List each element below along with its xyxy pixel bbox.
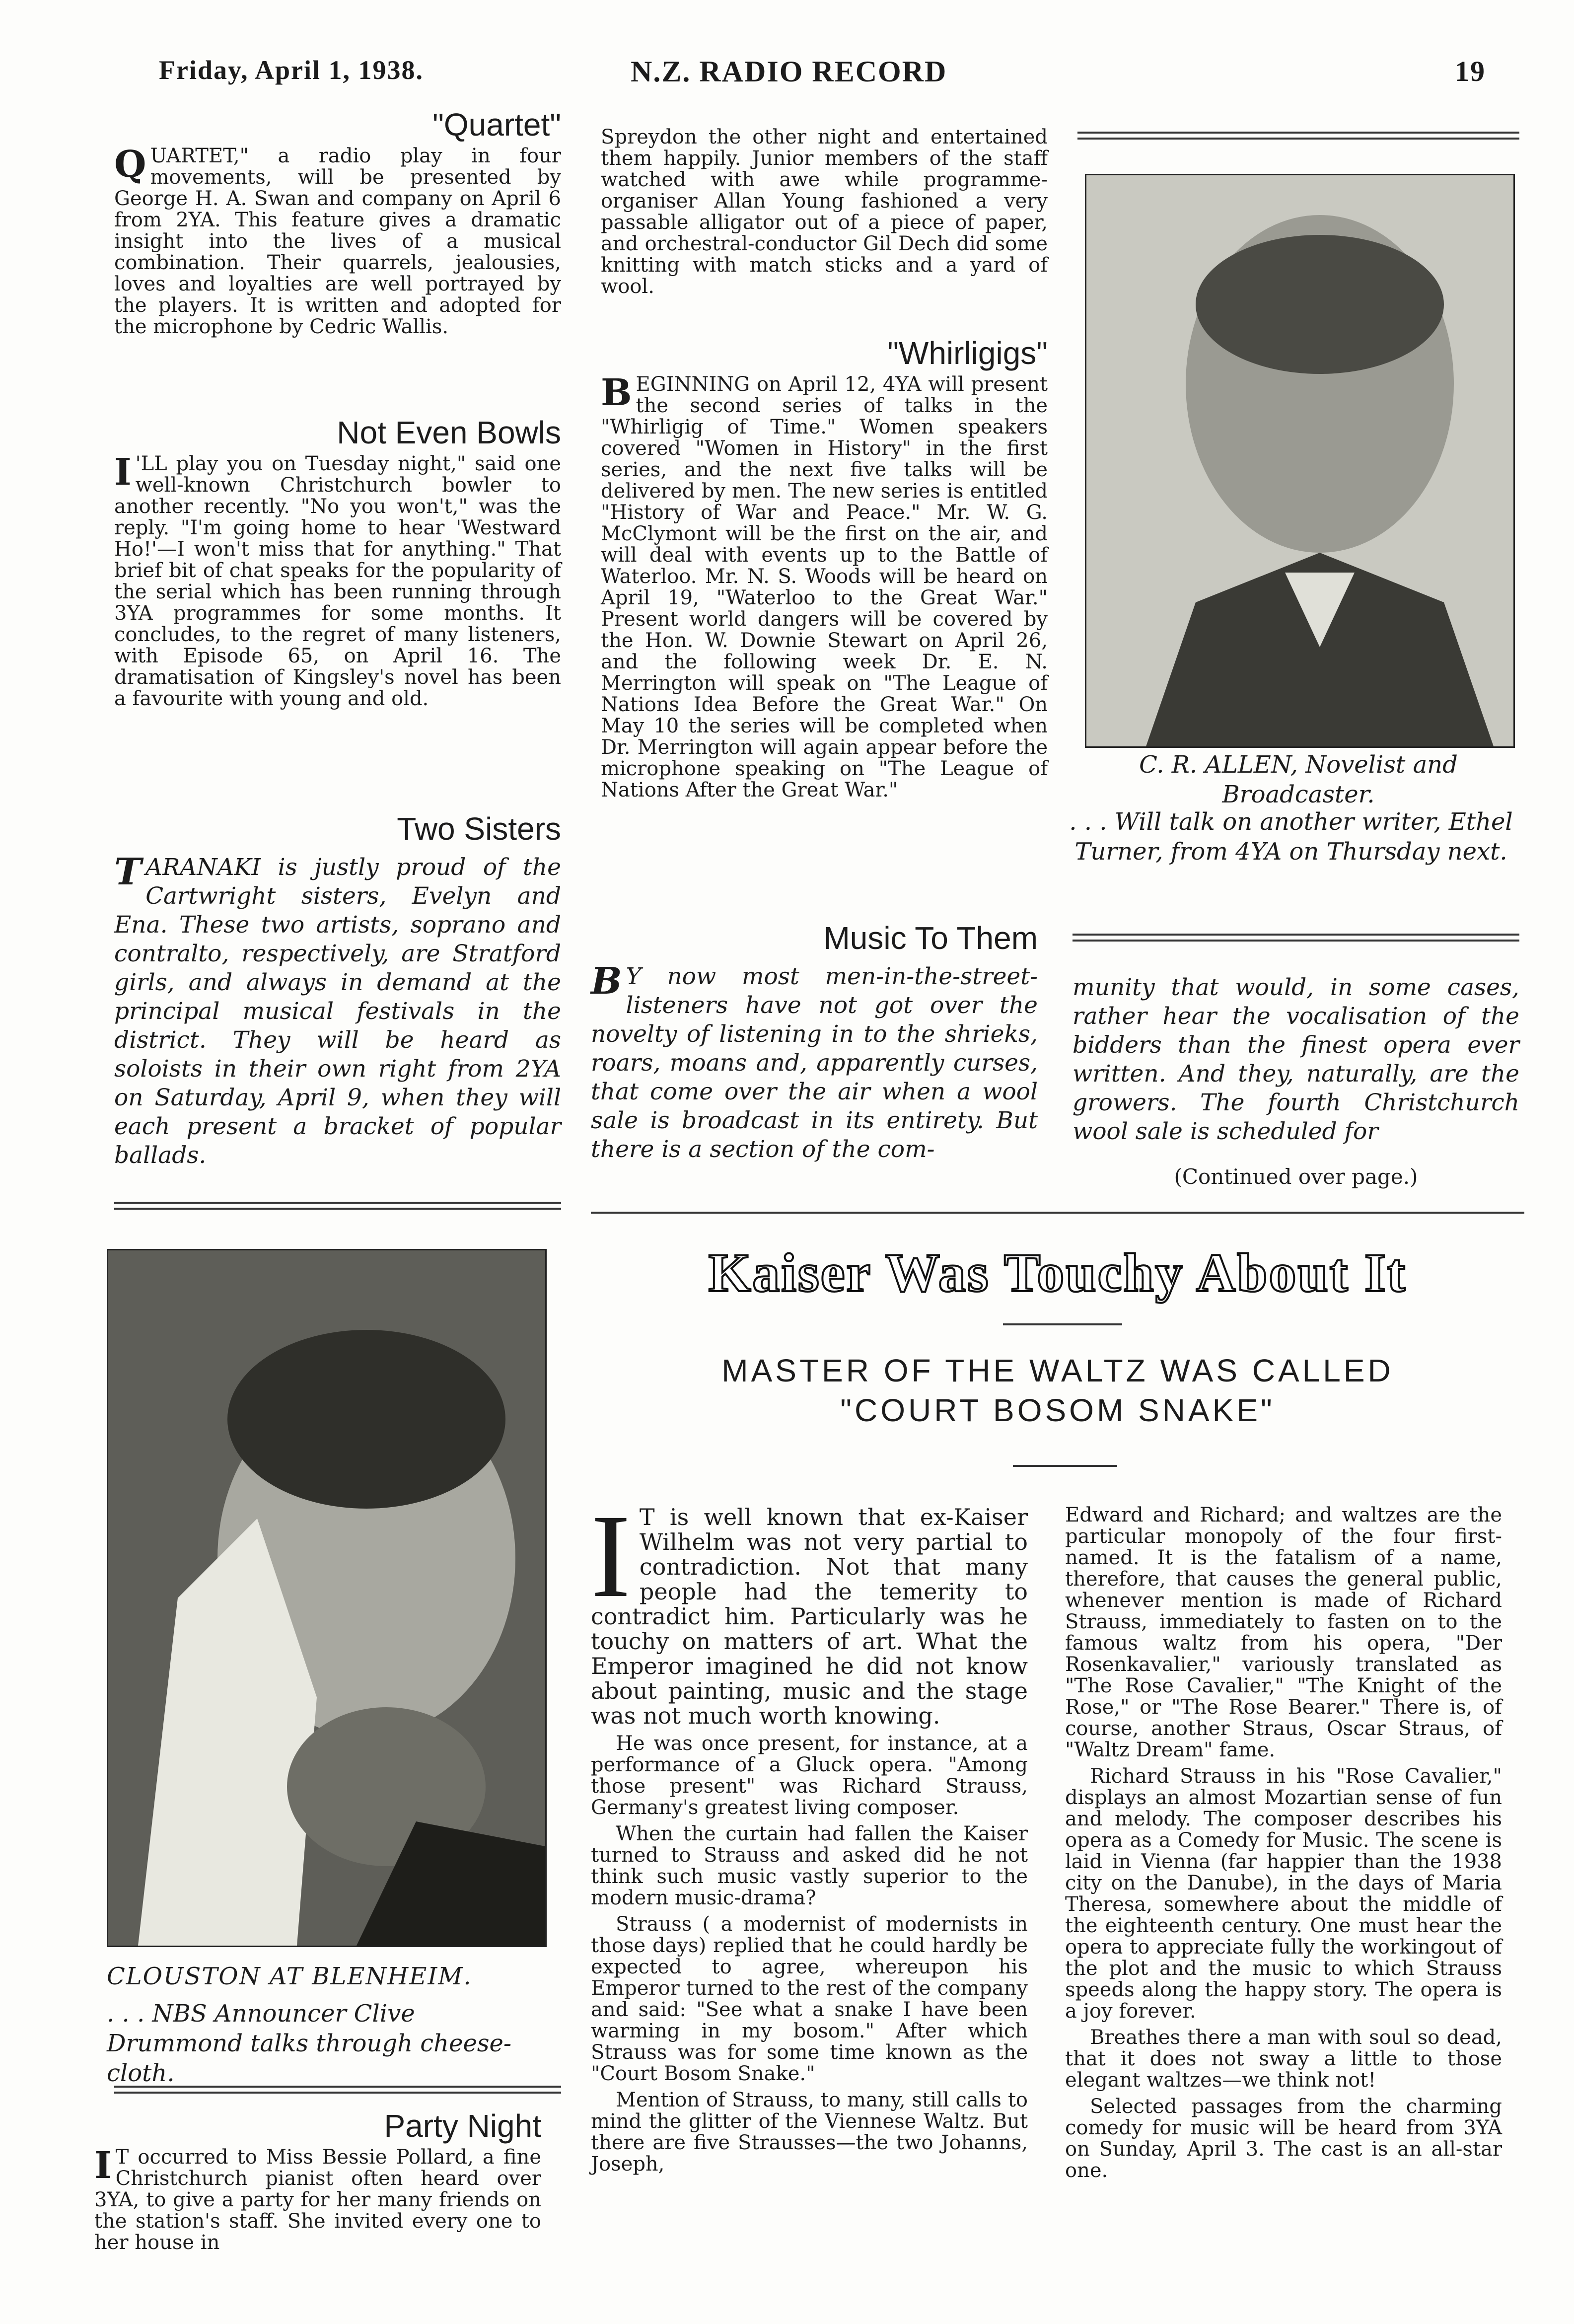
music-heading: Music To Them — [823, 920, 1038, 956]
quartet-body: UARTET," a radio play in four movements, will be presented by George H. A. Swan and company on April 6 from 2YA. This feature gives a dramatic insight into the lives of a musical combination. Their quarrels, jealousies, loves and loyalties are well portrayed by the players. It is written and adopted for the microphone by Cedric Wallis. — [114, 145, 561, 338]
dropcap: T — [114, 851, 142, 893]
dropcap: B — [601, 371, 632, 414]
whirligigs-body: EGINNING on April 12, 4YA will present the second series of talks in the "Whirligig of Time." Women speakers covered "Women in History" in the first series, and the next five talks will be delivered by men. The new series is entitled "History of War and Peace." Mr. W. G. McClymont will be the first on the air, and will deal with events up to the Battle of Waterloo. Mr. N. S. Woods will be heard on April 19, "Waterloo to the Great War." Present world dangers will be covered by the Hon. W. Downie Stewart on April 26, and the following week Dr. E. N. Merrington will speak on "The League of Nations Idea Before the Great War." On May 10 the series will be completed when Dr. Merrington will again appear before the microphone speaking on "The League of Nations After the Great War." — [601, 373, 1048, 801]
header-publication: N.Z. RADIO RECORD — [631, 55, 947, 88]
party-heading: Party Night — [384, 2108, 541, 2144]
divider — [114, 2086, 561, 2094]
bowls-article — [114, 415, 561, 715]
allen-caption-name: C. R. ALLEN, Novelist and Broadcaster. — [1139, 751, 1458, 808]
music-article-left — [591, 920, 1038, 1169]
kaiser-col1-p5: Mention of Strauss, to many, still calls to mind the glitter of the Viennese Waltz. But there are five Strausses—the two Johanns, Joseph, — [591, 2089, 1028, 2176]
portrait-illustration — [1086, 175, 1513, 746]
section-rule — [591, 1212, 1524, 1214]
sisters-body: ARANAKI is justly proud of the Cartwright sisters, Evelyn and Ena. These two artists, soprano and contralto, respectively, are Stratford girls, and always in demand at the principal musical festivals in the district. They will be heard as soloists in their own right from 2YA on Saturday, April 9, when they will each present a bracket of popular ballads. — [114, 854, 561, 1169]
kaiser-col2-p3: Breathes there a man with soul so dead, that it does not sway a little to those elegant waltzes—we think not! — [1065, 2026, 1502, 2092]
header-date: Friday, April 1, 1938. — [159, 55, 424, 85]
dropcap: I — [114, 451, 132, 494]
spreydon-body: Spreydon the other night and entertained them happily. Junior members of the staff watched with awe while programme-organiser Allan Young fashioned a very passable alligator out of a piece of paper, and orchestral-conductor Gil Dech did some knitting with match sticks and a yard of wool. — [601, 126, 1048, 298]
page-number: 19 — [1455, 55, 1486, 87]
music-body-left: Y now most men-in-the-street-listeners have not got over the novelty of listening in to the shrieks, roars, moans and, apparently curses, that come over the air when a wool sale is broadcast in its entirety. But there is a section of the com- — [591, 963, 1038, 1163]
quartet-heading: "Quartet" — [432, 107, 561, 143]
kaiser-subtitle-line1: MASTER OF THE WALTZ WAS CALLED — [721, 1353, 1394, 1388]
clouston-caption-text: . . . NBS Announcer Clive Drummond talks through cheese-cloth. — [107, 2000, 512, 2087]
sisters-heading: Two Sisters — [397, 811, 561, 847]
kaiser-col1-p2: He was once present, for instance, at a performance of a Gluck opera. "Among those present" was Richard Strauss, Germany's greatest living composer. — [591, 1732, 1028, 1819]
dropcap: Q — [114, 143, 146, 186]
allen-photo — [1085, 174, 1515, 748]
divider — [1073, 934, 1519, 942]
whirligigs-article — [601, 335, 1048, 806]
kaiser-subtitle-line2: "COURT BOSOM SNAKE" — [840, 1392, 1275, 1428]
bowls-body: 'LL play you on Tuesday night," said one well-known Christchurch bowler to another recently. "No you won't," was the reply. "I'm going home to hear 'Westward Ho!'—I won't miss that for anything." That brief bit of chat speaks for the popularity of the serial which has been running through 3YA programmes for some months. It concludes, to the regret of many listeners, with Episode 65, on April 16. The dramatisation of Kingsley's novel has been a favourite with young and old. — [114, 452, 561, 710]
divider — [114, 1202, 561, 1210]
party-body: T occurred to Miss Bessie Pollard, a fine Christchurch pianist often heard over 3YA, to give a party for her many friends on the station's staff. She invited every one to her house in — [94, 2146, 541, 2254]
quartet-article — [114, 107, 561, 343]
kaiser-col1-p4: Strauss ( a modernist of modernists in those days) replied that he could hardly be expected to agree, whereupon his Emperor turned to the rest of the company and said: "See what a snake I have been warming in my bosom." After which Strauss was for some time known as the "Court Bosom Snake." — [591, 1913, 1028, 2085]
dropcap: B — [591, 960, 622, 1003]
divider — [1077, 132, 1519, 140]
kaiser-col1-p3: When the curtain had fallen the Kaiser turned to Strauss and asked did he not think such music vastly superior to the modern music-drama? — [591, 1822, 1028, 1909]
clouston-caption-title: CLOUSTON AT BLENHEIM. — [107, 1962, 472, 1990]
title-underline — [1003, 1323, 1122, 1325]
dropcap: I — [94, 2144, 112, 2187]
subtitle-underline — [1013, 1465, 1117, 1467]
whirligigs-heading: "Whirligigs" — [887, 335, 1048, 371]
music-body-right: munity that would, in some cases, rather hear the vocalisation of the bidders than the finest opera ever written. And they, naturally, are the growers. The fourth Christchurch wool sale is scheduled for — [1073, 974, 1519, 1145]
kaiser-col2-p2: Richard Strauss in his "Rose Cavalier," displays an almost Mozartian sense of fun and melody. The composer describes his opera as a Comedy for Music. The scene is laid in Vienna (far happier than the 1938 city on the Danube), in the days of Maria Theresa, somewhere about the middle of the eighteenth century. One must hear the opera to appreciate fully the workingout of the plot and the music to which Strauss speeds along the happy story. The opera is a joy forever. — [1065, 1765, 1502, 2023]
kaiser-column-1 — [591, 1490, 1028, 2180]
kaiser-title: Kaiser Was Touchy About It — [708, 1242, 1407, 1303]
clouston-photo — [107, 1249, 547, 1947]
dropcap: I — [591, 1490, 631, 1622]
allen-caption-text: . . . Will talk on another writer, Ethel Turner, from 4YA on Thursday next. — [1069, 808, 1513, 866]
kaiser-column-2 — [1065, 1505, 1502, 2186]
continued-note: (Continued over page.) — [1174, 1164, 1418, 1189]
kaiser-col2-p1: Edward and Richard; and waltzes are the particular monopoly of the four first-named. It is the fatalism of a name, therefore, that causes the general public, whenever mention is made of Richard Strauss, immediately to fasten on to the famous waltz from his opera, "Der Rosenkavalier," variously translated as "The Rose Cavalier," "The Knight of the Rose," or "The Rose Bearer." There is, of course, another Straus, Oscar Straus, of "Waltz Dream" fame. — [1065, 1504, 1502, 1761]
sisters-article — [114, 811, 561, 1175]
party-article — [94, 2108, 541, 2258]
spreydon-article — [601, 127, 1048, 302]
kaiser-intro: T is well known that ex-Kaiser Wilhelm was not very partial to contradiction. Not that many people had the temerity to contradict him. Particularly was he touchy on matters of art. What the Emperor imagined he did not know about painting, music and the stage was not much worth knowing. — [591, 1504, 1028, 1729]
music-article-right — [1073, 973, 1519, 1151]
kaiser-col2-p4: Selected passages from the charming comedy for music will be heard from 3YA on Sunday, April 3. The cast is an all-star one. — [1065, 2095, 1502, 2182]
bowls-heading: Not Even Bowls — [337, 415, 561, 450]
clouston-illustration — [108, 1250, 545, 1946]
